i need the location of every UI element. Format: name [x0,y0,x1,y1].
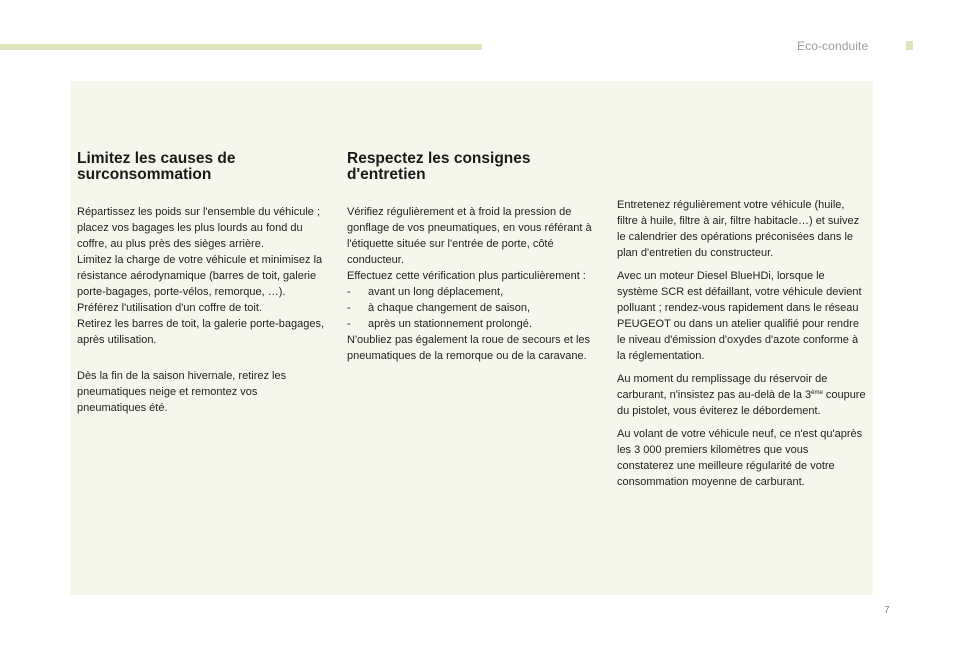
section-marker [906,41,913,50]
list-item [347,284,597,300]
list-item-text: à chaque changement de saison, [368,302,531,314]
list-item [347,300,597,316]
column-maintenance-continued [617,197,867,490]
header-accent-bar [0,44,482,50]
page-number: 7 [884,605,890,616]
heading-maintenance: Respectez les consignes d'entretien [347,150,531,183]
paragraph-weight: Répartissez les poids sur l'ensemble du véhicule ; placez vos bagages les plus lourds au fond du coffre, au plus près des sièges arrière. [77,206,320,250]
list-dash: - [347,318,351,330]
refuelling-text-end: coupure du pistolet, vous éviterez le débordement. [617,389,866,417]
paragraph-winter-tyres: Dès la fin de la saison hivernale, retirez les pneumatiques neige et remontez vos pneumatiques été. [77,370,287,414]
list-dash: - [347,286,351,298]
list-item-text: avant un long déplacement, [368,286,504,298]
column-consumption [77,151,327,416]
paragraph-tyre-pressure: Vérifiez régulièrement et à froid la pression de gonflage de vos pneumatiques, en vous référant à l'étiquette située sur l'entrée de porte, côté conducteur. [347,206,592,266]
paragraph-bluehdi: Avec un moteur Diesel BlueHDi, lorsque le système SCR est défaillant, votre véhicule devient polluant ; rendez-vous rapidement dans le réseau PEUGEOT ou dans un atelier qualifié pour rendre le niveau d'émission d'oxydes d'azote conforme à la réglementation. [617,270,862,362]
paragraph-service: Entretenez régulièrement votre véhicule (huile, filtre à huile, filtre à air, filtre habitacle…) et suivez le calendrier des opérations préconisées dans le plan d'entretien du constructeur. [617,199,860,259]
paragraph-new-vehicle: Au volant de votre véhicule neuf, ce n'est qu'après les 3 000 premiers kilomètres que vous constaterez une meilleure régularité de votre consommation moyenne de carburant. [617,428,863,488]
refuelling-text-start: Au moment du remplissage du réservoir de carburant, n'insistez pas au-delà de la 3 [617,373,828,401]
paragraph-roof-bars: Retirez les barres de toit, la galerie porte-bagages, après utilisation. [77,318,325,346]
heading-consumption: Limitez les causes de surconsommation [77,150,236,183]
paragraph-check: Effectuez cette vérification plus particulièrement : [347,270,586,282]
check-list [347,284,597,332]
list-item [347,316,597,332]
column-maintenance [347,151,597,364]
list-dash: - [347,302,351,314]
paragraph-refuelling [617,371,867,419]
paragraph-spare-wheel: N'oubliez pas également la roue de secours et les pneumatiques de la remorque ou de la caravane. [347,334,591,362]
section-title: Eco-conduite [797,39,869,53]
ordinal-suffix: ème [811,390,823,396]
paragraph-load: Limitez la charge de votre véhicule et minimisez la résistance aérodynamique (barres de toit, galerie porte-bagages, porte-vélos, remorque, …). Préférez l'utilisation d'un coffre de toit. [77,254,323,314]
list-item-text: après un stationnement prolongé. [368,318,532,330]
